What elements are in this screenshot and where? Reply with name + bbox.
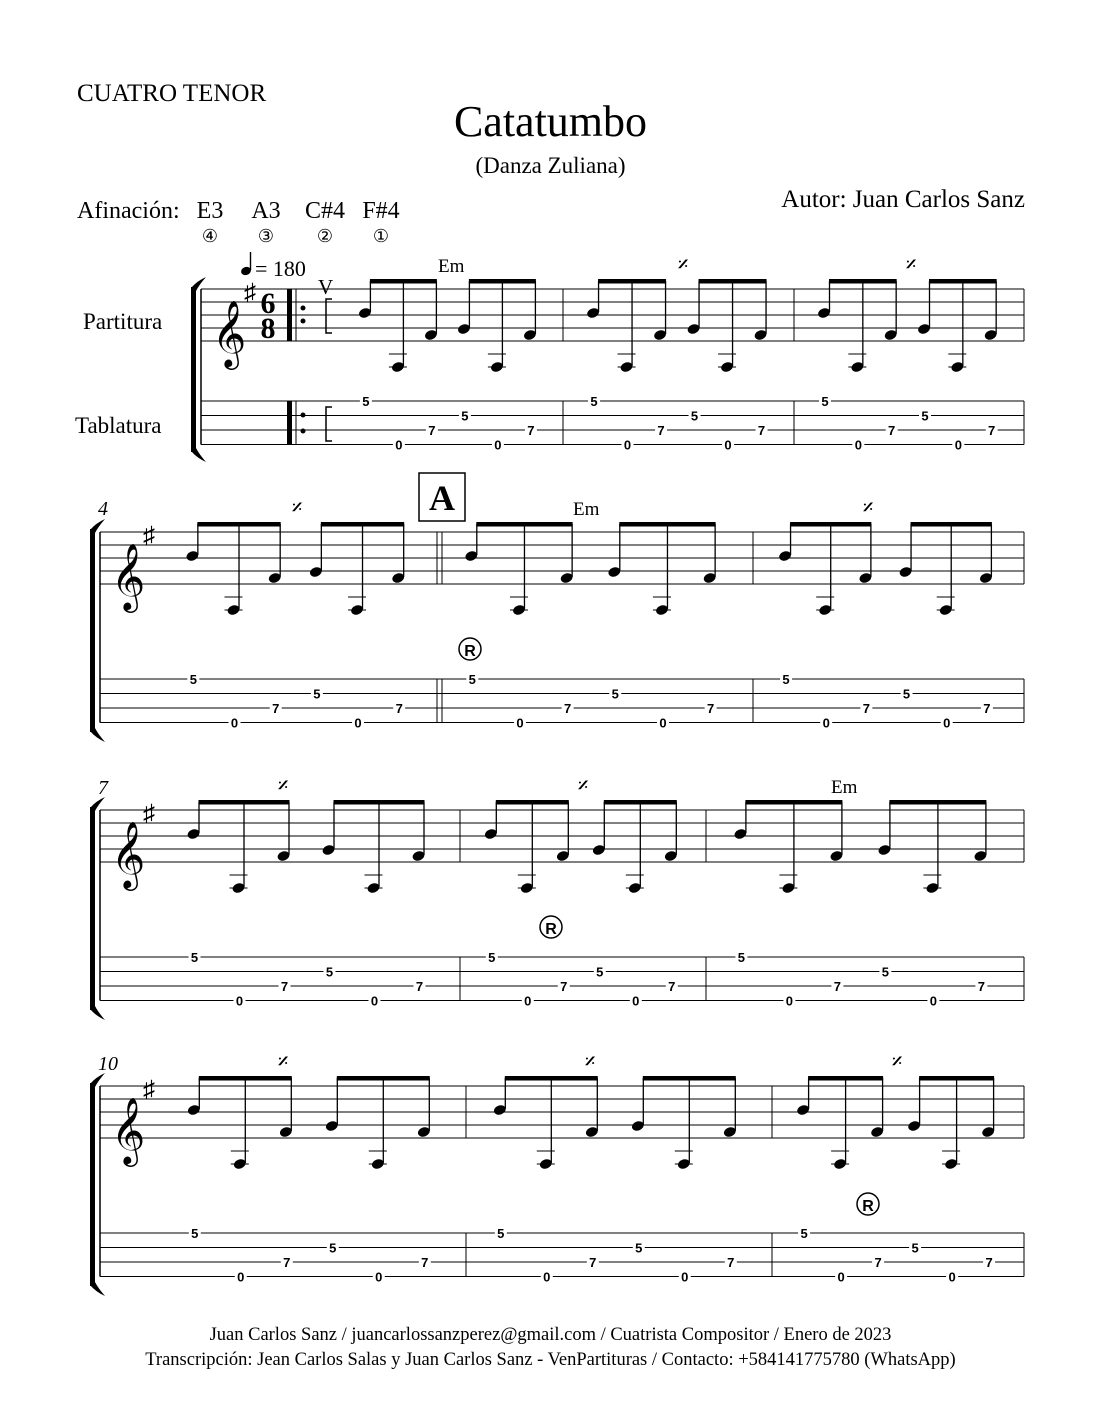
tab-fret-number: 7 xyxy=(977,979,986,994)
tab-fret-number: 0 xyxy=(724,437,732,453)
beam-group xyxy=(733,800,843,894)
tab-fret-number: 0 xyxy=(375,1269,383,1285)
tab-fret-number: 0 xyxy=(943,715,951,731)
tab-fret-number: 5 xyxy=(635,1240,643,1256)
footer-contact: Transcripción: Jean Carlos Salas y Juan Carlos Sanz - VenPartituras / Contacto: +584141775780 (WhatsApp) xyxy=(145,1350,956,1370)
composer-credit: Autor: Juan Carlos Sanz xyxy=(781,186,1025,213)
tab-fret-number: 7 xyxy=(589,1255,597,1270)
tab-fret-number: 5 xyxy=(313,686,321,702)
beam-group xyxy=(607,522,717,616)
beam xyxy=(829,279,897,284)
beam-group xyxy=(185,522,282,616)
beam-group xyxy=(686,279,767,373)
chord-symbol: Em xyxy=(573,499,600,520)
tab-fret-number: 0 xyxy=(230,715,239,731)
tab-label: Tablatura xyxy=(75,413,162,438)
beam-group xyxy=(309,522,406,616)
beam-group xyxy=(484,800,570,894)
tab-fret-number: 5 xyxy=(325,964,334,980)
chord-symbol: Em xyxy=(831,777,858,798)
bracket-cap xyxy=(90,1006,105,1020)
tab-fret-number: 0 xyxy=(237,1269,245,1285)
beam xyxy=(337,1076,430,1081)
sharp-icon: ♯ xyxy=(143,523,155,549)
bracket-cap xyxy=(90,797,105,811)
tab-fret-number: 0 xyxy=(235,993,244,1009)
string-number-icon: ③ xyxy=(257,226,275,246)
tab-fret-number: 0 xyxy=(854,437,862,453)
rasgueado-marker xyxy=(857,1193,879,1215)
system-bracket xyxy=(90,807,95,1010)
bracket-cap xyxy=(191,448,206,462)
tab-fret-number: 5 xyxy=(782,672,790,687)
score-system xyxy=(90,797,1024,1020)
tab-fret-number: 7 xyxy=(757,423,766,438)
rehearsal-mark: A xyxy=(429,478,455,518)
tab-fret-number: 5 xyxy=(190,950,199,965)
tab-fret-number: 7 xyxy=(874,1255,882,1270)
tab-fret-number: 0 xyxy=(632,993,640,1009)
music-notation xyxy=(90,277,1024,1296)
repeat-dot xyxy=(301,319,306,324)
tuning-note: F#4 xyxy=(362,198,400,224)
string-number-icon: ① xyxy=(372,226,390,246)
beam xyxy=(370,279,437,284)
treble-clef-icon: 𝄞 xyxy=(212,301,247,366)
tab-fret-number: 0 xyxy=(623,437,632,453)
tab-fret-number: 5 xyxy=(189,672,197,687)
repeat-bar-icon: 𝄎 xyxy=(577,773,589,798)
beam xyxy=(321,522,404,527)
tab-fret-number: 5 xyxy=(821,394,829,409)
tab-fret-number: 5 xyxy=(461,408,469,424)
beam-group xyxy=(186,800,290,894)
tab-fret-number: 7 xyxy=(988,423,996,438)
system-bracket xyxy=(90,1083,95,1286)
sharp-icon: ♯ xyxy=(244,280,256,306)
repeat-barline xyxy=(287,289,292,341)
tab-fret-number: 0 xyxy=(837,1269,845,1285)
beam-group xyxy=(464,522,574,616)
beam xyxy=(889,800,986,805)
tab-fret-number: 7 xyxy=(564,701,572,716)
tab-fret-number: 7 xyxy=(983,701,991,716)
svg-text:R: R xyxy=(545,921,557,938)
tab-fret-number: 7 xyxy=(415,979,424,994)
tab-fret-number: 0 xyxy=(543,1269,551,1285)
tuning-note: E3 xyxy=(196,198,224,224)
bracket-cap xyxy=(90,1073,105,1087)
piece-subtitle: (Danza Zuliana) xyxy=(475,153,626,178)
beam xyxy=(199,800,290,805)
beam xyxy=(745,800,842,805)
tab-fret-number: 7 xyxy=(280,979,289,994)
rasgueado-marker xyxy=(540,916,562,938)
tab-fret-number: 0 xyxy=(354,715,362,731)
beam-group xyxy=(907,1076,995,1170)
tab-fret-number: 5 xyxy=(881,964,890,980)
bracket-cap xyxy=(90,1282,105,1296)
tab-fret-number: 5 xyxy=(690,408,699,424)
tab-fret-number: 0 xyxy=(929,993,938,1009)
tab-fret-number: 7 xyxy=(668,979,676,994)
tab-fret-number: 5 xyxy=(611,686,619,702)
beam xyxy=(919,1076,994,1081)
system-bracket xyxy=(90,529,95,732)
tab-fret-number: 7 xyxy=(421,1255,429,1270)
score-system xyxy=(90,519,1024,742)
beam-group xyxy=(358,279,438,373)
tab-fret-number: 5 xyxy=(497,1226,505,1241)
repeat-bar-icon: 𝄎 xyxy=(862,495,874,520)
beam-group xyxy=(817,279,898,373)
tuning-note: C#4 xyxy=(304,198,345,224)
beam-group xyxy=(321,800,425,894)
tab-fret-number: 7 xyxy=(833,979,842,994)
tab-fret-number: 0 xyxy=(516,715,524,731)
sharp-icon: ♯ xyxy=(143,1077,155,1103)
tab-fret-number: 7 xyxy=(283,1255,291,1270)
tab-fret-number: 7 xyxy=(862,701,871,716)
tab-fret-number: 5 xyxy=(362,394,370,409)
tab-fret-number: 0 xyxy=(948,1269,956,1285)
tab-fret-number: 0 xyxy=(395,437,403,453)
treble-clef-icon: 𝄞 xyxy=(111,1098,146,1163)
treble-clef-icon: 𝄞 xyxy=(111,822,146,887)
tab-fret-number: 0 xyxy=(659,715,667,731)
bracket-cap xyxy=(90,519,105,533)
score-system xyxy=(90,1073,1024,1296)
beam xyxy=(598,279,666,284)
score-system xyxy=(191,277,1024,462)
repeat-bar-icon: 𝄎 xyxy=(891,1049,903,1074)
footer-credits: Juan Carlos Sanz / juancarlossanzperez@gmail.com / Cuatrista Compositor / Enero de 2023 xyxy=(209,1325,892,1345)
tempo-marking: = 180 xyxy=(255,256,306,281)
beam-group xyxy=(796,1076,884,1170)
beam-group xyxy=(631,1076,737,1170)
beam-group xyxy=(917,279,998,373)
beam xyxy=(643,1076,736,1081)
beam xyxy=(790,522,871,527)
tab-fret-number: 5 xyxy=(590,394,598,409)
tab-fret-number: 5 xyxy=(737,950,746,965)
repeat-barline xyxy=(287,401,292,445)
tab-fret-number: 7 xyxy=(527,423,535,438)
beam xyxy=(808,1076,883,1081)
piece-title: Catatumbo xyxy=(453,97,648,146)
repeat-bar-icon: 𝄎 xyxy=(584,1049,596,1074)
tab-fret-number: 0 xyxy=(494,437,502,453)
beam xyxy=(496,800,569,805)
tab-fret-number: 5 xyxy=(596,964,604,980)
tab-fret-number: 0 xyxy=(785,993,794,1009)
staff-label: Partitura xyxy=(83,309,163,334)
tab-fret-number: 5 xyxy=(911,1240,919,1256)
rasgueado-marker xyxy=(459,638,481,660)
svg-text:R: R xyxy=(464,643,476,660)
beam-group xyxy=(325,1076,431,1170)
tab-fret-number: 5 xyxy=(800,1226,808,1241)
repeat-bar-icon: 𝄎 xyxy=(277,1049,289,1074)
beam-group xyxy=(493,1076,599,1170)
beam-group xyxy=(457,279,537,373)
sharp-icon: ♯ xyxy=(143,801,155,827)
beam-group xyxy=(898,522,993,616)
repeat-bar-icon: 𝄎 xyxy=(677,252,689,277)
chord-symbol: Em xyxy=(438,256,465,277)
tab-fret-number: 5 xyxy=(329,1240,337,1256)
repeat-dot xyxy=(301,429,306,434)
position-marking: V xyxy=(318,275,334,299)
svg-text:R: R xyxy=(862,1198,874,1215)
beam xyxy=(699,279,767,284)
tab-fret-number: 5 xyxy=(902,686,911,702)
beam-group xyxy=(586,279,667,373)
tab-fret-number: 7 xyxy=(985,1255,993,1270)
tab-fret-number: 7 xyxy=(395,701,403,716)
beam xyxy=(619,522,715,527)
tab-fret-number: 7 xyxy=(888,423,896,438)
beam xyxy=(199,1076,292,1081)
measure-number: 7 xyxy=(98,777,108,799)
tab-fret-number: 0 xyxy=(822,715,830,731)
treble-clef-icon: 𝄞 xyxy=(111,544,146,609)
bracket-cap xyxy=(90,728,105,742)
repeat-dot xyxy=(301,306,306,311)
measure-number: 4 xyxy=(98,498,108,520)
tab-fret-number: 7 xyxy=(657,423,665,438)
system-bracket xyxy=(191,287,196,452)
repeat-bar-icon: 𝄎 xyxy=(277,773,289,798)
beam xyxy=(469,279,536,284)
bracket-mark xyxy=(326,407,332,441)
tab-fret-number: 5 xyxy=(488,950,496,965)
beam xyxy=(911,522,992,527)
repeat-bar-icon: 𝄎 xyxy=(905,252,917,277)
beam xyxy=(334,800,425,805)
repeat-dot xyxy=(301,413,306,418)
beam-group xyxy=(187,1076,293,1170)
tab-fret-number: 7 xyxy=(428,423,436,438)
beam xyxy=(476,522,572,527)
tab-fret-number: 0 xyxy=(370,993,379,1009)
string-number-icon: ④ xyxy=(201,226,219,246)
tuning-label: Afinación: xyxy=(77,198,180,224)
measure-number: 10 xyxy=(98,1053,118,1075)
beam-group xyxy=(592,800,678,894)
beam-group xyxy=(778,522,873,616)
tab-fret-number: 7 xyxy=(727,1255,735,1270)
tab-fret-number: 5 xyxy=(921,408,929,424)
beam-group xyxy=(877,800,987,894)
beam xyxy=(197,522,280,527)
tab-fret-number: 0 xyxy=(681,1269,689,1285)
repeat-bar-icon: 𝄎 xyxy=(291,495,303,520)
tab-fret-number: 0 xyxy=(524,993,532,1009)
beam xyxy=(505,1076,598,1081)
tab-fret-number: 7 xyxy=(707,701,715,716)
beam xyxy=(604,800,677,805)
string-number-icon: ② xyxy=(316,226,334,246)
beam xyxy=(929,279,997,284)
tab-fret-number: 7 xyxy=(560,979,568,994)
time-signature-bottom: 8 xyxy=(260,312,276,345)
tab-fret-number: 5 xyxy=(191,1226,199,1241)
tab-fret-number: 0 xyxy=(954,437,962,453)
instrument-name: CUATRO TENOR xyxy=(77,80,267,107)
time-signature-top: 6 xyxy=(260,287,276,320)
tuning-note: A3 xyxy=(251,198,281,224)
tab-fret-number: 5 xyxy=(468,672,476,687)
tab-fret-number: 7 xyxy=(272,701,280,716)
